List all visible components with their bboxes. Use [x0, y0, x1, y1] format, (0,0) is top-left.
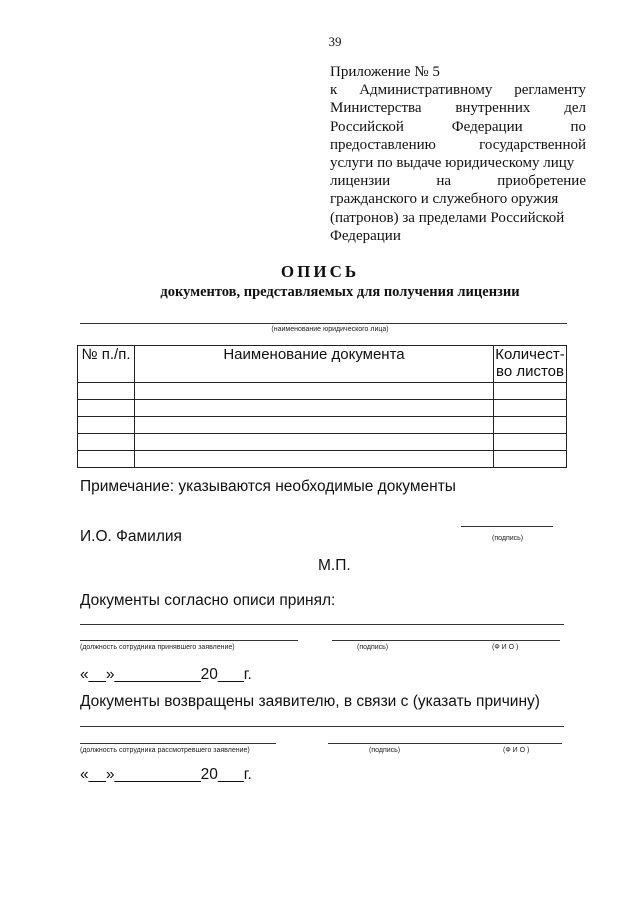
header-document-name: Наименование документа — [135, 346, 494, 383]
appendix-word: услуги по выдаче юридическому лицу — [330, 155, 575, 172]
appendix-line — [330, 99, 586, 117]
appendix-word: Приложение № 5 — [330, 64, 440, 80]
appendix-line — [330, 190, 586, 208]
appendix-word: по — [570, 118, 586, 135]
document-title: ОПИСЬ — [280, 262, 360, 281]
row-name-cell — [135, 434, 494, 451]
accepted-date: «__»__________20___г. — [80, 666, 252, 683]
appendix-word: предоставлению — [330, 136, 436, 153]
appendix-word: внутренних — [455, 100, 531, 117]
table-row — [78, 400, 567, 417]
accepted-fio-caption: (Ф И О ) — [492, 644, 519, 651]
appendix-word: Министерства — [330, 100, 422, 117]
row-count-cell — [494, 400, 567, 417]
appendix-word: лицензии — [330, 173, 391, 190]
returned-signature-caption: (подпись) — [369, 747, 401, 754]
signer-name: И.О. Фамилия — [80, 528, 182, 545]
seal-label: М.П. — [318, 557, 351, 574]
appendix-line — [330, 81, 586, 99]
appendix-word: гражданского и служебного оружия — [330, 191, 559, 208]
appendix-word: государственной — [479, 136, 586, 153]
appendix-word: на — [436, 173, 452, 190]
accepted-signature-caption: (подпись) — [357, 644, 389, 651]
row-count-cell — [494, 434, 567, 451]
appendix-word: к — [330, 82, 338, 99]
row-number-cell — [78, 451, 135, 468]
row-name-cell — [135, 400, 494, 417]
appendix-line — [330, 227, 586, 245]
table-header-row — [78, 346, 567, 383]
returned-fio-caption: (Ф И О ) — [503, 747, 530, 754]
row-name-cell — [135, 417, 494, 434]
row-number-cell — [78, 434, 135, 451]
documents-table — [77, 345, 567, 468]
appendix-word: приобретение — [497, 173, 586, 190]
appendix-line — [330, 63, 586, 81]
document-subtitle: документов, представляемых для получения лицензии — [160, 284, 520, 300]
row-count-cell — [494, 451, 567, 468]
table-row — [78, 451, 567, 468]
row-count-cell — [494, 383, 567, 400]
appendix-word: Федерации — [451, 118, 523, 135]
appendix-word: регламенту — [514, 82, 586, 99]
appendix-word: Административному — [359, 82, 493, 99]
row-number-cell — [78, 383, 135, 400]
accepted-position-line — [80, 640, 298, 641]
appendix-line — [330, 172, 586, 190]
appendix-word: (патронов) за пределами Российской — [330, 209, 565, 226]
row-number-cell — [78, 400, 135, 417]
appendix-line — [330, 209, 586, 227]
note-text: Примечание: указываются необходимые документы — [80, 478, 456, 495]
appendix-line — [330, 136, 586, 154]
returned-position-caption: (должность сотрудника рассмотревшего заявление) — [80, 747, 250, 754]
row-number-cell — [78, 417, 135, 434]
table-row — [78, 383, 567, 400]
returned-date: «__»__________20___г. — [80, 766, 252, 783]
signature-line — [461, 526, 553, 527]
entity-name-line — [80, 323, 567, 324]
page-number: 39 — [328, 34, 342, 49]
header-sheet-count: Количест- во листов — [494, 346, 567, 383]
header-number: № п./п. — [78, 346, 135, 383]
returned-line — [80, 726, 564, 727]
row-name-cell — [135, 451, 494, 468]
appendix-line — [330, 154, 586, 172]
table-row — [78, 417, 567, 434]
accepted-line — [80, 624, 564, 625]
row-name-cell — [135, 383, 494, 400]
accepted-signature-line — [332, 640, 560, 641]
accepted-position-caption: (должность сотрудника принявшего заявление) — [80, 644, 235, 651]
appendix-word: дел — [564, 100, 586, 117]
accepted-text: Документы согласно описи принял: — [80, 592, 336, 609]
row-count-cell — [494, 417, 567, 434]
table-row — [78, 434, 567, 451]
returned-position-line — [80, 743, 276, 744]
appendix-word: Российской — [330, 118, 404, 135]
appendix-word: Федерации — [330, 227, 401, 244]
appendix-line — [330, 118, 586, 136]
returned-text: Документы возвращены заявителю, в связи с (указать причину) — [80, 693, 540, 710]
appendix-header — [330, 63, 586, 245]
signature-caption: (подпись) — [492, 535, 524, 542]
entity-caption: (наименование юридического лица) — [271, 326, 389, 333]
returned-signature-line — [328, 743, 562, 744]
